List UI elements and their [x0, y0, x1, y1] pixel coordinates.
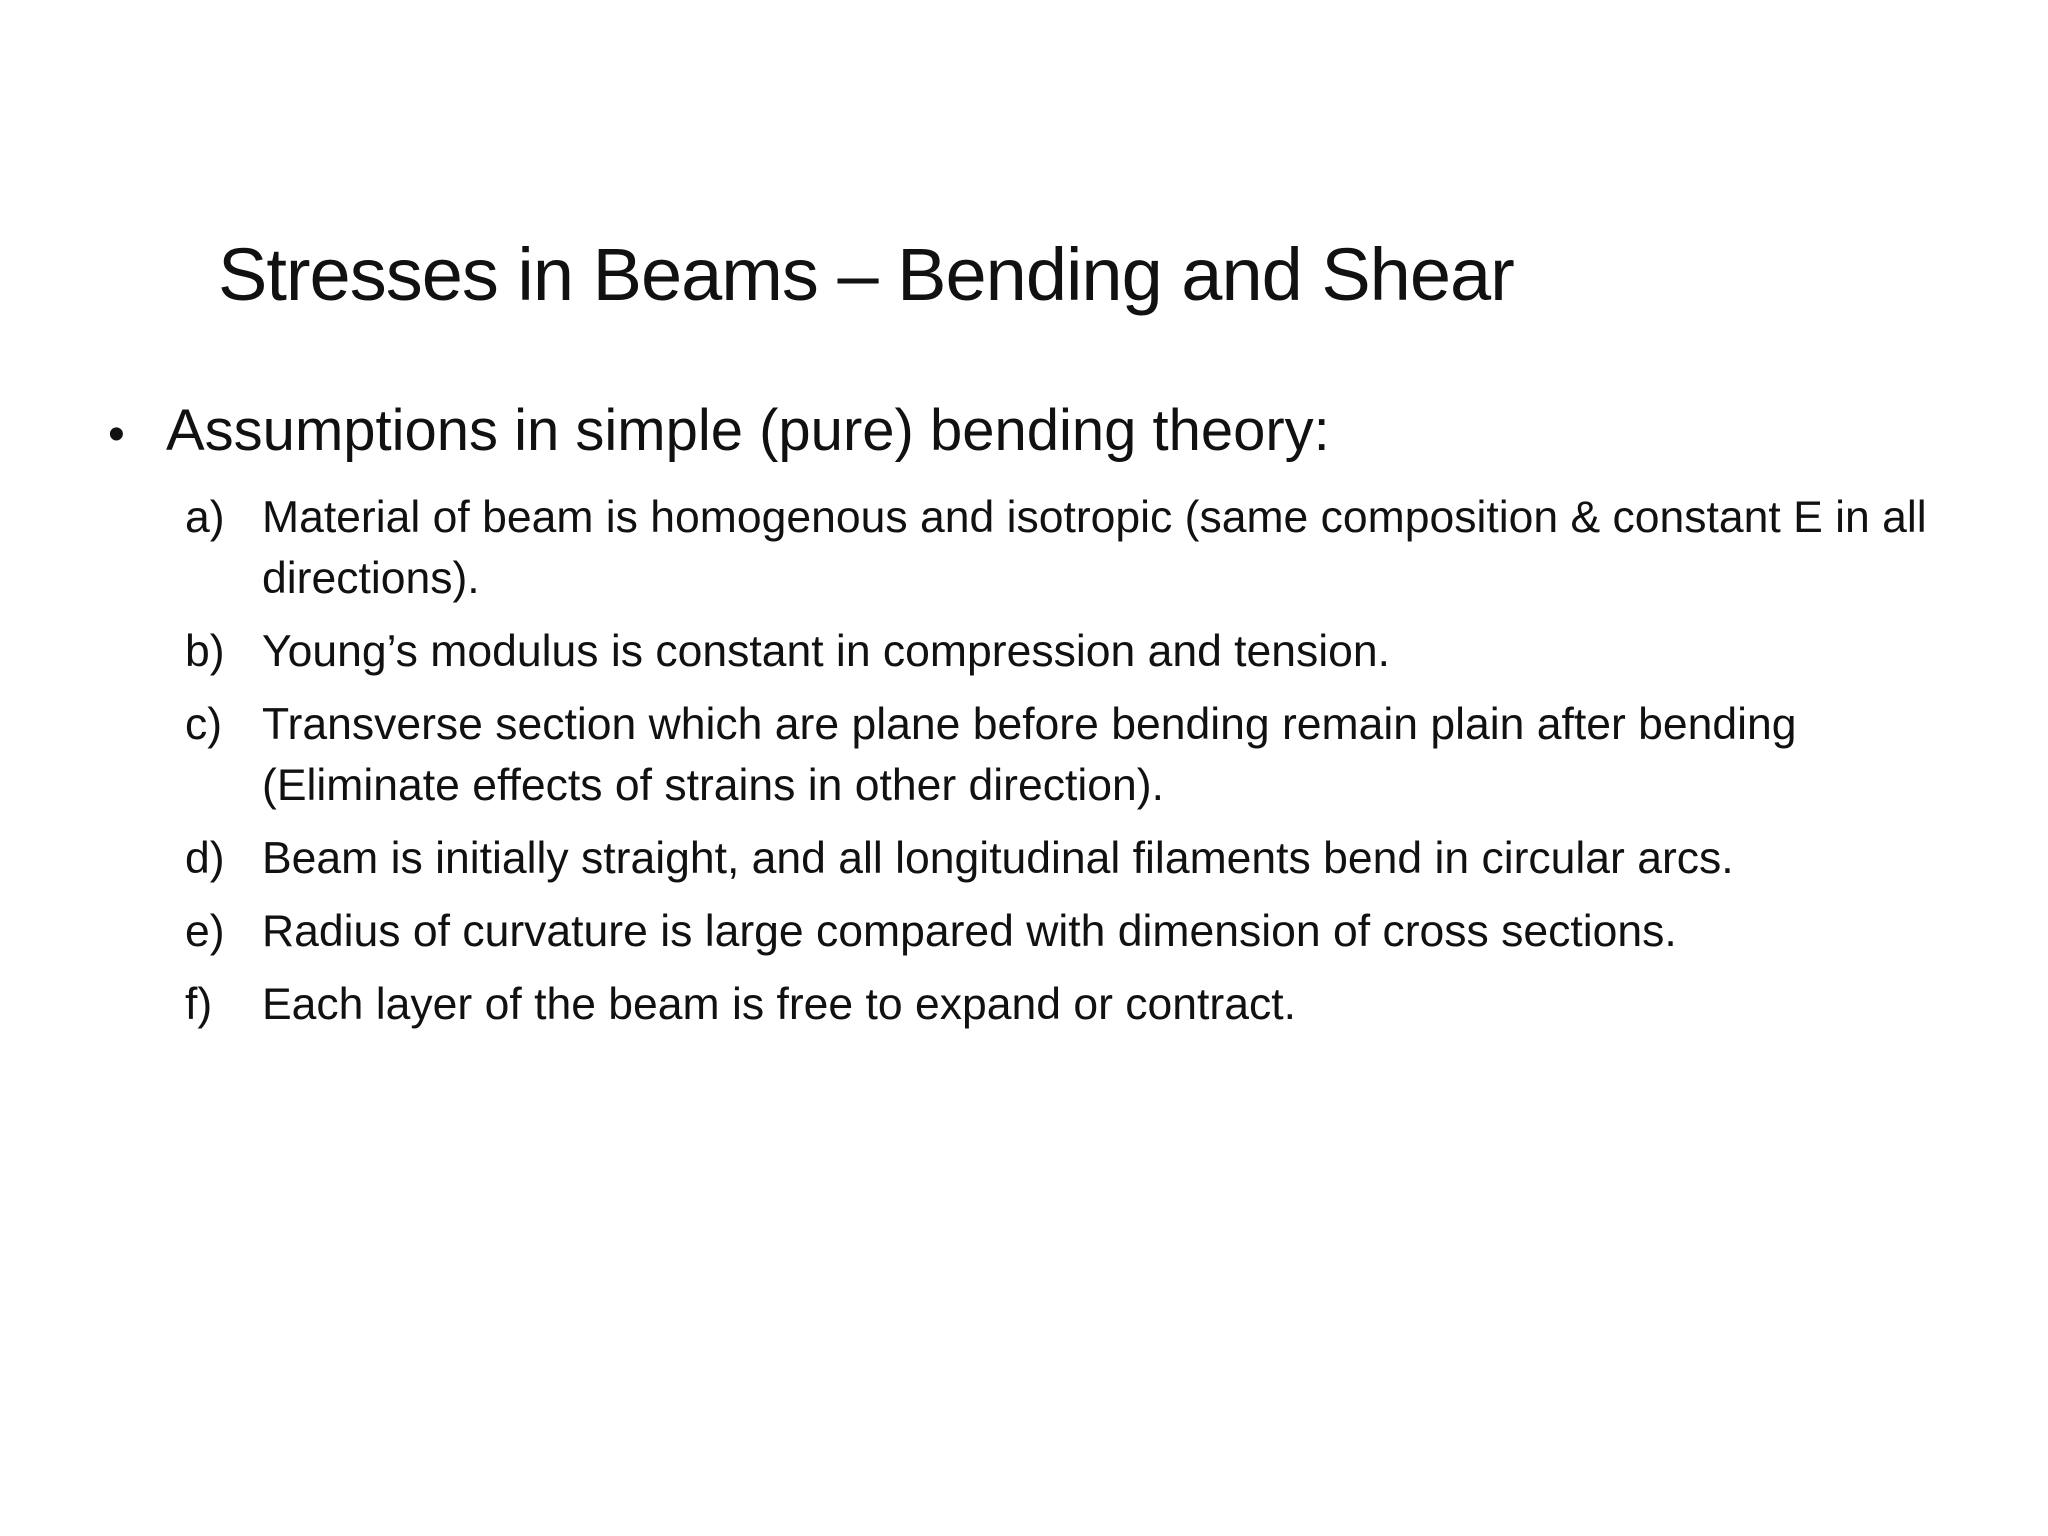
- list-item: [185, 901, 1995, 962]
- bullet-text: Assumptions in simple (pure) bending theory:: [166, 398, 1330, 463]
- list-item: [185, 621, 1995, 682]
- assumptions-list: [185, 487, 1995, 1047]
- list-item: [185, 828, 1995, 889]
- list-item: [185, 974, 1995, 1035]
- list-item-marker: b): [185, 627, 225, 676]
- list-item-marker: f): [185, 980, 213, 1029]
- bullet-marker: •: [108, 408, 125, 461]
- list-item-text: Material of beam is homogenous and isotropic (same composition & constant E in all directions).: [262, 493, 1927, 603]
- list-item-text: Young’s modulus is constant in compression and tension.: [262, 627, 1391, 676]
- main-bullet: [108, 396, 1948, 466]
- list-item-text: Each layer of the beam is free to expand or contract.: [262, 980, 1296, 1029]
- list-item-marker: d): [185, 834, 225, 883]
- list-item-text: Transverse section which are plane before bending remain plain after bending (Eliminate effects of strains in other direction).: [262, 700, 1797, 810]
- list-item-marker: e): [185, 907, 225, 956]
- list-item-marker: c): [185, 700, 223, 749]
- slide-title: Stresses in Beams – Bending and Shear: [218, 233, 1514, 316]
- list-item-text: Beam is initially straight, and all longitudinal filaments bend in circular arcs.: [262, 834, 1734, 883]
- list-item: [185, 694, 1995, 816]
- list-item: [185, 487, 1995, 609]
- list-item-marker: a): [185, 493, 225, 542]
- list-item-text: Radius of curvature is large compared with dimension of cross sections.: [262, 907, 1677, 956]
